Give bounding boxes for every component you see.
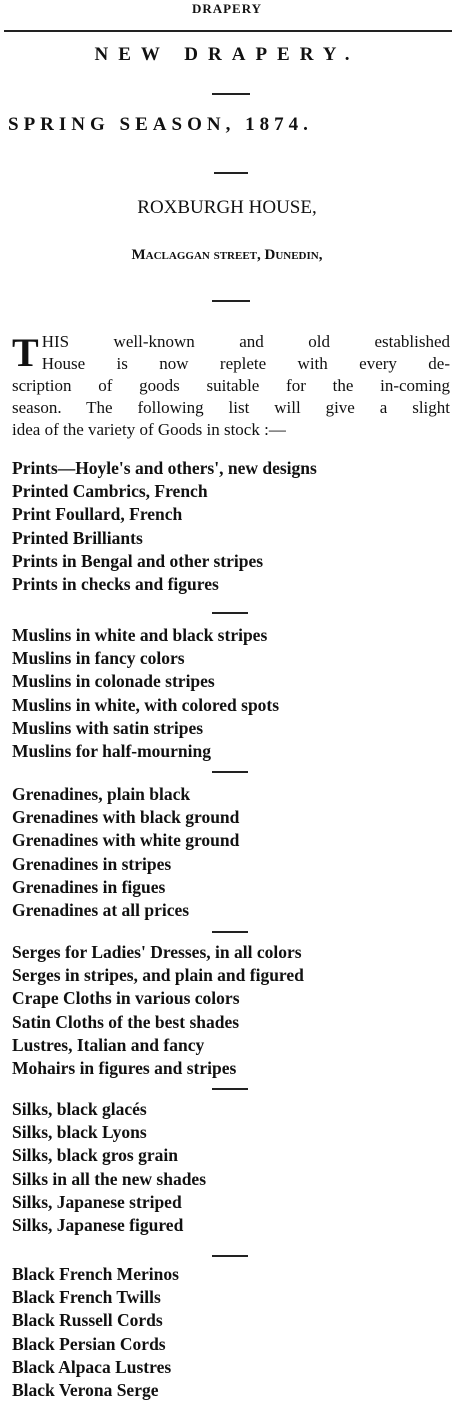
divider-dash — [212, 1088, 248, 1090]
list-item: Silks, black Lyons — [12, 1122, 147, 1143]
list-item: Black Russell Cords — [12, 1310, 163, 1331]
list-item: Printed Cambrics, French — [12, 481, 208, 502]
prints-list — [12, 457, 448, 596]
intro-line: season. The following list will give a slight — [12, 398, 450, 417]
muslins-list — [12, 624, 448, 763]
list-item: Grenadines with white ground — [12, 830, 240, 851]
list-item: Grenadines, plain black — [12, 784, 191, 804]
list-item: Muslins with satin stripes — [12, 717, 204, 738]
divider-dash — [212, 612, 248, 614]
list-item: Crape Cloths in various colors — [12, 988, 240, 1009]
top-rule — [4, 30, 452, 32]
black-goods-list — [12, 1263, 448, 1402]
list-item: Silks, black glacés — [12, 1099, 147, 1119]
season-heading: SPRING SEASON, 1874. — [8, 114, 313, 135]
list-item: Prints—Hoyle's and others', new designs — [12, 458, 317, 478]
list-item: Mohairs in figures and stripes — [12, 1058, 237, 1079]
list-item: Black French Merinos — [12, 1264, 179, 1284]
list-item: Silks, Japanese figured — [12, 1215, 184, 1236]
intro-line: HIS well-known and old established — [41, 332, 450, 351]
silks-list — [12, 1098, 448, 1237]
divider-dash — [212, 93, 250, 95]
drop-cap: T — [12, 330, 39, 375]
list-item: Muslins for half-mourning — [12, 741, 212, 762]
list-item: Silks in all the new shades — [12, 1168, 207, 1189]
list-item: Black French Twills — [12, 1287, 161, 1308]
list-item: Silks, black gros grain — [12, 1145, 178, 1166]
advert-title: NEW DRAPERY. — [94, 44, 360, 65]
divider-dash — [212, 931, 248, 933]
list-item: Grenadines with black ground — [12, 807, 240, 828]
list-item: Black Alpaca Lustres — [12, 1356, 172, 1377]
list-item: Silks, Japanese striped — [12, 1191, 182, 1212]
list-item: Satin Cloths of the best shades — [12, 1011, 240, 1032]
list-item: Prints in Bengal and other stripes — [12, 550, 264, 571]
divider-dash — [212, 300, 250, 302]
list-item: Lustres, Italian and fancy — [12, 1034, 205, 1055]
grenadines-list — [12, 783, 448, 922]
section-heading: DRAPERY — [191, 1, 263, 16]
divider-dash — [212, 1255, 248, 1257]
list-item: Serges in stripes, and plain and figured — [12, 965, 304, 986]
list-item: Print Foullard, French — [12, 504, 183, 525]
list-item: Black Persian Cords — [12, 1333, 166, 1354]
intro-paragraph — [12, 331, 450, 441]
list-item: Grenadines in stripes — [12, 853, 172, 874]
intro-line: idea of the variety of Goods in stock :— — [12, 420, 286, 439]
list-item: Serges for Ladies' Dresses, in all colors — [12, 942, 302, 962]
street-address: Maclaggan street, Dunedin, — [131, 247, 323, 263]
list-item: Grenadines in figues — [12, 876, 166, 897]
list-item: Black Verona Serge — [12, 1380, 159, 1401]
house-name: ROXBURGH HOUSE, — [137, 197, 317, 218]
list-item: Muslins in white and black stripes — [12, 625, 268, 645]
serges-list — [12, 941, 448, 1080]
list-item: Muslins in colonade stripes — [12, 671, 215, 692]
divider-dash — [212, 771, 248, 773]
list-item: Muslins in white, with colored spots — [12, 694, 280, 715]
intro-line: House is now replete with every de- — [41, 354, 450, 373]
intro-line: scription of goods suitable for the in-coming — [12, 376, 450, 395]
list-item: Grenadines at all prices — [12, 900, 190, 921]
list-item: Muslins in fancy colors — [12, 648, 185, 669]
list-item: Prints in checks and figures — [12, 574, 219, 595]
divider-dash — [214, 172, 248, 174]
list-item: Printed Brilliants — [12, 527, 143, 548]
